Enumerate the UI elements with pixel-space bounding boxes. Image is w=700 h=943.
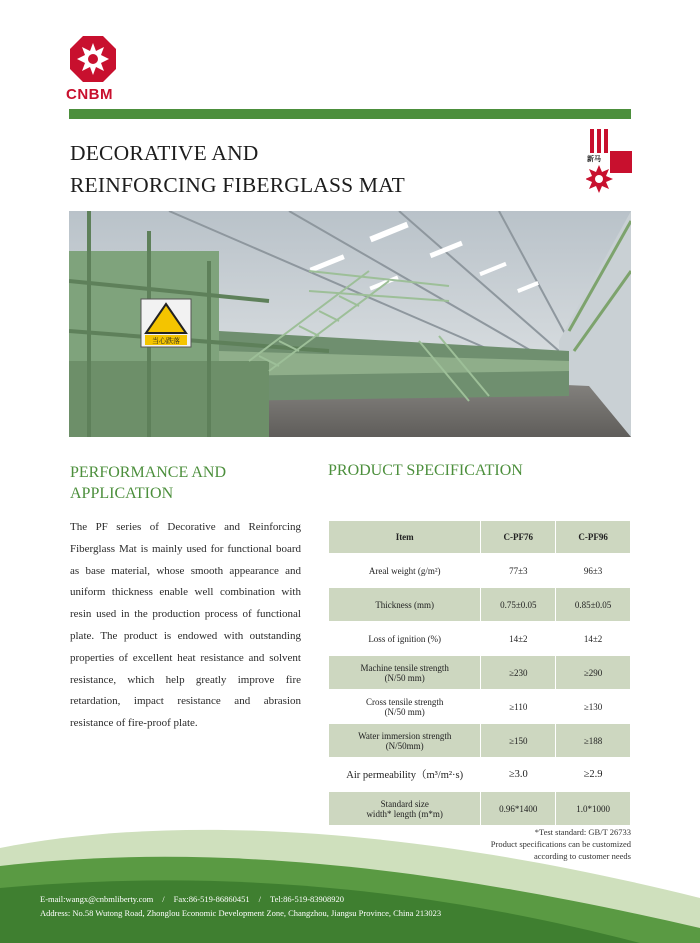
footer-address: Address: No.58 Wutong Road, Zhonglou Economic Development Zone, Changzhou, Jiangsu Province, China 213023 (40, 908, 442, 918)
spec-table (328, 520, 631, 826)
cnbm-logo (68, 34, 118, 84)
performance-heading-line-1: PERFORMANCE AND (70, 464, 227, 481)
xinma-logo-icon (586, 127, 632, 197)
table-row (329, 588, 631, 622)
performance-heading-line-2: APPLICATION (70, 485, 174, 502)
value-cell: ≥150 (481, 724, 556, 758)
column-header: Item (329, 521, 481, 554)
note-line: according to customer needs (533, 851, 631, 861)
footer-separator: / (258, 894, 262, 904)
value-cell: 14±2 (481, 622, 556, 656)
xinma-mark-text: 新马 (587, 155, 601, 163)
note-line: Product specifications can be customized (490, 839, 631, 849)
cnbm-logo-icon (68, 34, 118, 84)
table-row (329, 554, 631, 588)
value-cell: ≥110 (481, 690, 556, 724)
column-header: C-PF96 (556, 521, 631, 554)
footer-contacts (40, 894, 344, 904)
value-cell: 0.96*1400 (481, 792, 556, 826)
item-cell: Thickness (mm) (329, 588, 481, 622)
value-cell: ≥290 (556, 656, 631, 690)
spec-notes (491, 826, 631, 862)
performance-body: The PF series of Decorative and Reinforcing Fiberglass Mat is mainly used for functional board as base material, whose smooth appearance and uniform thickness enable well combination with resin used in the production process of functional plate. The product is endowed with outstanding properties of excellent heat resistance and solvent resistance, which help greatly improve fire retardation, impact resistance and abrasion resistance of fire-proof plate. (70, 521, 301, 730)
value-cell: ≥130 (556, 690, 631, 724)
table-row (329, 724, 631, 758)
table-header-row (329, 521, 631, 554)
item-cell: Standard size width* length (m*m) (329, 792, 481, 826)
item-cell: Loss of ignition (%) (329, 622, 481, 656)
value-cell: 0.75±0.05 (481, 588, 556, 622)
header-divider (69, 109, 631, 119)
value-cell: 14±2 (556, 622, 631, 656)
value-cell: ≥2.9 (556, 758, 631, 792)
warning-sign-text: 当心跌落 (152, 337, 180, 345)
page-title (70, 137, 405, 201)
factory-photo (69, 211, 631, 437)
title-line-2: REINFORCING FIBERGLASS MAT (70, 173, 405, 197)
value-cell: 96±3 (556, 554, 631, 588)
xinma-brand-mark (586, 127, 632, 197)
footer-separator: / (162, 894, 165, 904)
table-row (329, 758, 631, 792)
item-cell: Water immersion strength (N/50mm) (329, 724, 481, 758)
value-cell: 1.0*1000 (556, 792, 631, 826)
table-row (329, 622, 631, 656)
performance-heading (70, 462, 226, 504)
value-cell: ≥3.0 (481, 758, 556, 792)
title-line-1: DECORATIVE AND (70, 141, 259, 165)
table-row (329, 690, 631, 724)
table-row (329, 656, 631, 690)
footer-fax: Fax:86-519-86860451 (173, 894, 250, 904)
column-header: C-PF76 (481, 521, 556, 554)
footer-email: E-mail:wangx@cnbmliberty.com (40, 894, 154, 904)
note-line: *Test standard: GB/T 26733 (534, 827, 631, 837)
item-cell: Machine tensile strength (N/50 mm) (329, 656, 481, 690)
value-cell: ≥230 (481, 656, 556, 690)
item-cell: Cross tensile strength (N/50 mm) (329, 690, 481, 724)
item-cell: Air permeability（m³/m²·s) (329, 758, 481, 792)
footer-tel: Tel:86-519-83908920 (270, 894, 345, 904)
value-cell: 77±3 (481, 554, 556, 588)
value-cell: 0.85±0.05 (556, 588, 631, 622)
logo-text: CNBM (66, 86, 113, 103)
value-cell: ≥188 (556, 724, 631, 758)
spec-heading: PRODUCT SPECIFICATION (328, 462, 523, 479)
item-cell: Areal weight (g/m²) (329, 554, 481, 588)
